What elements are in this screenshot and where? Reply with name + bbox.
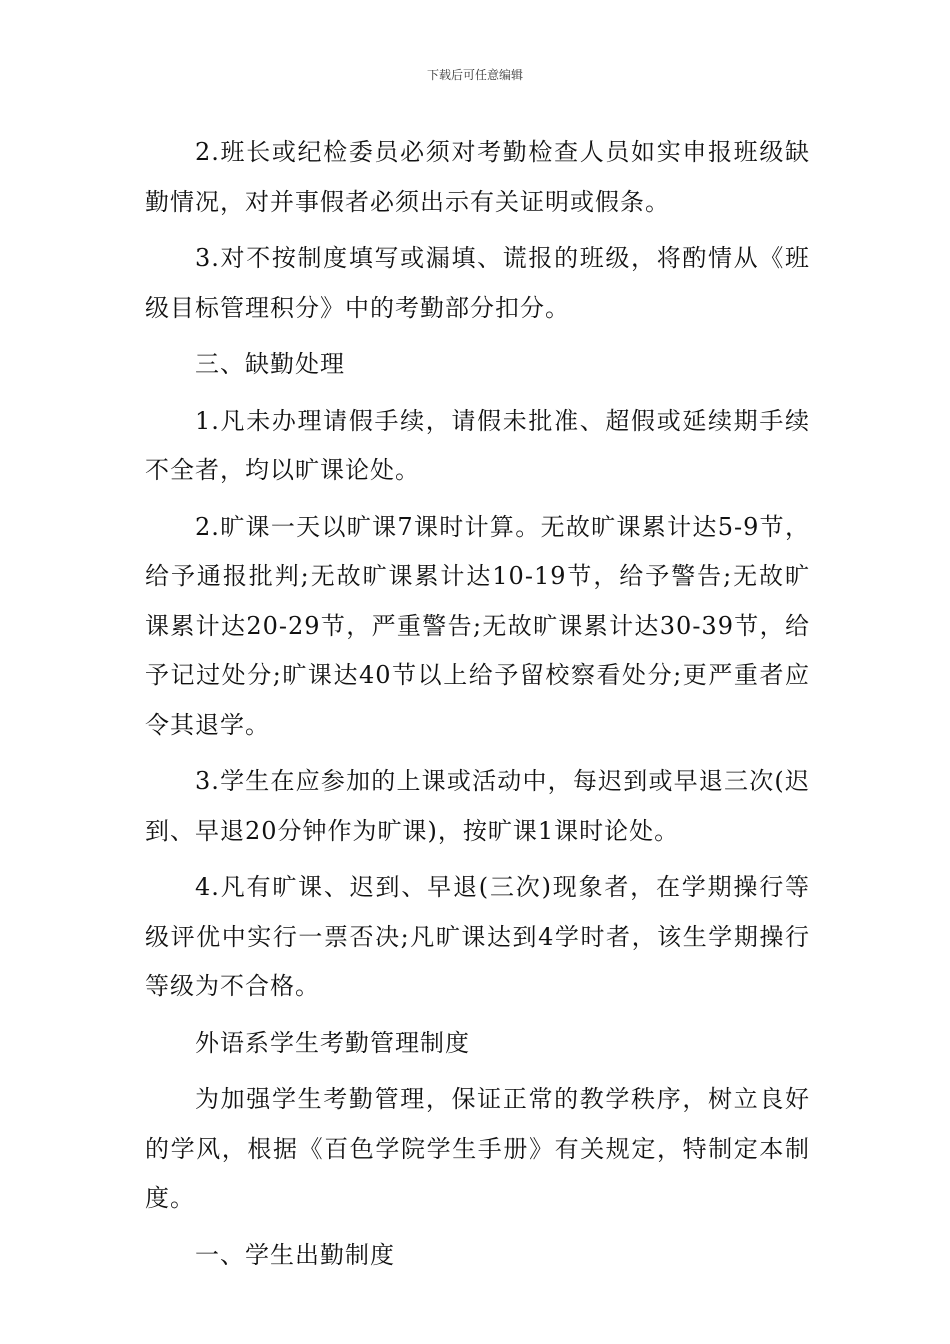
paragraph-purpose: 为加强学生考勤管理，保证正常的教学秩序，树立良好的学风，根据《百色学院学生手册》有关规定，特制定本制度。 [145,1085,810,1212]
paragraph-truancy-penalties: 2.旷课一天以旷课7课时计算。无故旷课累计达5-9节，给予通报批判;无故旷课累计达10-19节，给予警告;无故旷课累计达20-29节，严重警告;无故旷课累计达30-39节，给予记过处分;旷课达40节以上给予留校察看处分;更严重者应令其退学。 [145,512,810,739]
paragraph-conduct-veto: 4.凡有旷课、迟到、早退(三次)现象者，在学期操行等级评优中实行一票否决;凡旷课达到4学时者，该生学期操行等级为不合格。 [145,873,810,1000]
section-heading-attendance-system: 一、学生出勤制度 [195,1240,395,1269]
document-subtitle: 外语系学生考勤管理制度 [195,1028,470,1057]
page-header: 下载后可任意编辑 [426,68,523,82]
paragraph-monitor-report: 2.班长或纪检委员必须对考勤检查人员如实申报班级缺勤情况，对并事假者必须出示有关证明或假条。 [145,138,810,216]
paragraph-late-early-leave: 3.学生在应参加的上课或活动中，每迟到或早退三次(迟到、早退20分钟作为旷课)，按旷课1课时论处。 [145,767,810,845]
paragraph-no-leave-procedure: 1.凡未办理请假手续，请假未批准、超假或延续期手续不全者，均以旷课论处。 [145,406,810,484]
document-body [145,128,810,1287]
paragraph-false-report-deduction: 3.对不按制度填写或漏填、谎报的班级，将酌情从《班级目标管理积分》中的考勤部分扣分。 [145,244,810,322]
section-heading-absence-handling: 三、缺勤处理 [195,350,345,378]
